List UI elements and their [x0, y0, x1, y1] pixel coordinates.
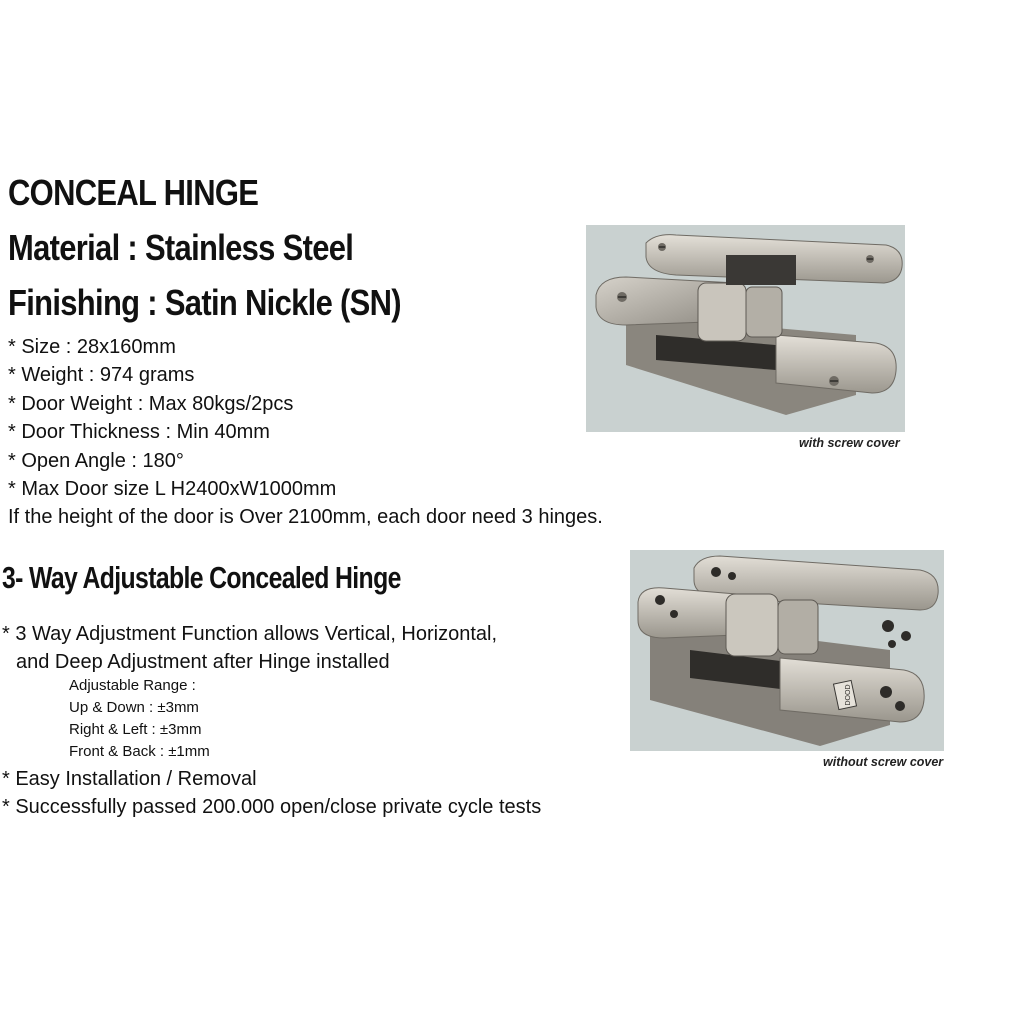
- title-conceal-hinge: CONCEAL HINGE: [8, 172, 259, 213]
- spec-item-door-weight: * Door Weight : Max 80kgs/2pcs: [8, 392, 294, 415]
- hinge-stamp-label: DOOD: [845, 684, 852, 706]
- spec-item-size: * Size : 28x160mm: [8, 336, 176, 358]
- feature-cycle-tests: * Successfully passed 200.000 open/close private cycle tests: [2, 796, 542, 819]
- hinge-photo-with-cover: [586, 225, 905, 432]
- feature-easy-installation: * Easy Installation / Removal: [2, 768, 257, 790]
- spec-item-weight: * Weight : 974 grams: [8, 364, 195, 387]
- feature-adjustment-line1: * 3 Way Adjustment Function allows Vertical, Horizontal,: [2, 623, 498, 645]
- range-up-down: Up & Down : ±3mm: [69, 699, 199, 716]
- hinge-with-cover-illustration: [586, 225, 905, 432]
- finishing-line: Finishing : Satin Nickle (SN): [8, 282, 401, 323]
- feature-adjustment-line2: and Deep Adjustment after Hinge installed: [16, 651, 390, 674]
- material-line: Material : Stainless Steel: [8, 227, 354, 268]
- spec-note: If the height of the door is Over 2100mm, each door need 3 hinges.: [8, 506, 603, 529]
- hinge-without-cover-illustration: [630, 550, 944, 751]
- spec-item-max-door-size: * Max Door size L H2400xW1000mm: [8, 477, 337, 500]
- spec-item-door-thickness: * Door Thickness : Min 40mm: [8, 421, 270, 444]
- spec-list: [8, 333, 603, 532]
- caption-with-screw-cover: with screw cover: [799, 436, 900, 450]
- spec-item-open-angle: * Open Angle : 180°: [8, 449, 184, 472]
- range-right-left: Right & Left : ±3mm: [69, 721, 202, 738]
- caption-without-screw-cover: without screw cover: [823, 755, 944, 769]
- hinge-photo-without-cover: [630, 550, 944, 751]
- feature-adjustment: [2, 620, 497, 677]
- feature-list-bottom: [2, 765, 541, 822]
- range-heading: Adjustable Range :: [69, 677, 196, 694]
- section-title-adjustable-hinge: 3- Way Adjustable Concealed Hinge: [2, 560, 401, 595]
- adjustable-range-list: [69, 675, 210, 763]
- range-front-back: Front & Back : ±1mm: [69, 743, 210, 760]
